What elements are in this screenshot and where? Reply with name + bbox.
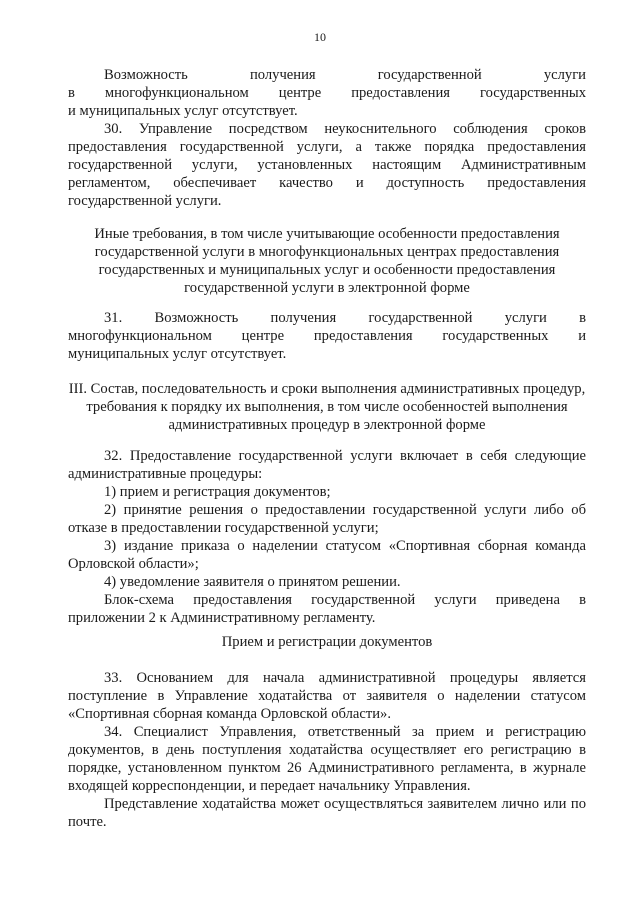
paragraph-mfc-unavailable bbox=[68, 66, 586, 120]
paragraph-31 bbox=[68, 309, 586, 363]
list-item: Блок-схема предоставления государственной услуги приведена в приложении 2 к Административному регламенту. bbox=[68, 592, 586, 626]
list-item: 2) принятие решения о предоставлении государственной услуги либо об отказе в предоставлении государственной услуги; bbox=[68, 502, 586, 536]
heading-other-requirements: Иные требования, в том числе учитывающие особенности предоставления государственной услуги в многофункциональных центрах предоставления государственных и муниципальных услуг и особенности предоставления государственной услуги в электронной форме bbox=[94, 226, 560, 296]
list-item: 4) уведомление заявителя о принятом решении. bbox=[104, 574, 401, 590]
paragraph-35: Представление ходатайства может осуществляться заявителем лично или по почте. bbox=[68, 796, 586, 830]
paragraph-34: 34. Специалист Управления, ответственный за прием и регистрацию документов, в день поступления ходатайства осуществляет его регистрацию в порядке, установленном пунктом 26 Административного регламента, в журнале входящей корреспонденции, и передает начальнику Управления. bbox=[68, 724, 586, 794]
paragraph-33: 33. Основанием для начала административной процедуры является поступление в Управление ходатайства от заявителя о наделении статусом «Спортивная сборная команда Орловской области». bbox=[68, 670, 586, 722]
paragraph-line: Возможность получения государственной услуги bbox=[104, 67, 586, 83]
heading-section-3: III. Состав, последовательность и сроки выполнения административных процедур, требования к порядку их выполнения, в том числе особенностей выполнения административных процедур в электронной форме bbox=[68, 381, 586, 433]
paragraph-30: 30. Управление посредством неукоснительного соблюдения сроков предоставления государственной услуги, а также порядка предоставления государственной услуги, установленных настоящим Административным регламентом, обеспечивает качество и доступность предоставления государственной услуги. bbox=[68, 121, 586, 209]
paragraph-line: муниципальных услуг отсутствует. bbox=[68, 346, 287, 362]
paragraph-line: 31. Возможность получения государственной услуги в bbox=[104, 310, 586, 326]
heading-reception: Прием и регистрации документов bbox=[221, 634, 433, 650]
list-item: 1) прием и регистрация документов; bbox=[104, 484, 331, 500]
paragraph-line: многофункциональном центре предоставления государственных и bbox=[68, 328, 586, 344]
paragraph-32: 32. Предоставление государственной услуги включает в себя следующие административные процедуры: 1) прием и регистрация документов; 2) принятие решения о предоставлении государственной услуги либо об отказе в предоставлении государственной услуги; 3) издание приказа о наделении статусом «Спортивная сборная команда Орловской области»; 4) уведомление заявителя о принятом решении. Блок-схема предоставления государственной услуги приведена в приложении 2 к Административному регламенту. bbox=[68, 448, 586, 626]
page-number: 10 bbox=[314, 30, 326, 44]
paragraph-line: и муниципальных услуг отсутствует. bbox=[68, 103, 298, 119]
paragraph-line: в многофункциональном центре предоставления государственных bbox=[68, 85, 586, 101]
list-item: 3) издание приказа о наделении статусом «Спортивная сборная команда Орловской области»; bbox=[68, 538, 586, 572]
